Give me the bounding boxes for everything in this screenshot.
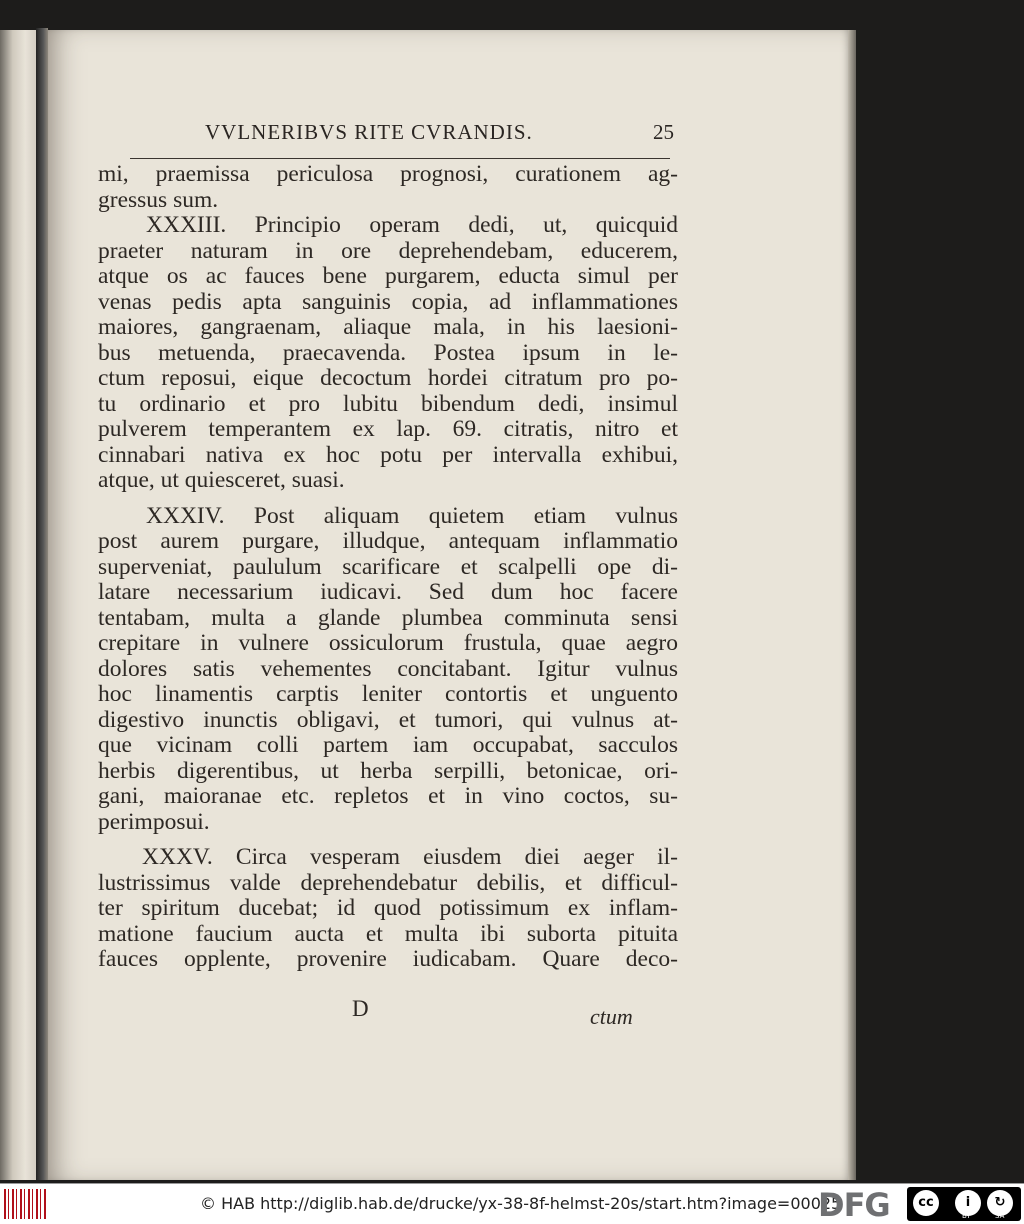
text-line: lustrissimus valde deprehendebatur debilis, et difficul- (98, 869, 678, 896)
text-line: tu ordinario et pro lubitu bibendum dedi, insimul (98, 390, 678, 417)
text-line: que vicinam colli partem iam occupabat, sacculos (98, 732, 678, 758)
text-line: XXXV. Circa vesperam eiusdem diei aeger il- (142, 844, 678, 870)
catchword: ctum (590, 1004, 633, 1029)
text-line: atque, ut quiesceret, suasi. (98, 467, 345, 493)
text-line: bus metuenda, praecavenda. Postea ipsum in le- (98, 339, 678, 366)
text-line: XXXIII. Principio operam dedi, ut, quicquid (146, 212, 678, 238)
text-line: mi, praemissa periculosa prognosi, curationem ag- (98, 161, 678, 187)
signature-mark: D (352, 996, 369, 1021)
text-line: cinnabari nativa ex hoc potu per intervalla exhibui, (98, 441, 678, 468)
left-page-edge (0, 30, 37, 1180)
text-line: XXXIV. Post aliquam quietem etiam vulnus (146, 502, 678, 529)
text-line: ter spiritum ducebat; id quod potissimum ex inflam- (98, 895, 678, 921)
header-rule (130, 158, 670, 159)
text-line: post aurem purgare, illudque, antequam inflammatio (98, 528, 678, 554)
text-line: superveniat, paululum scarificare et scalpelli ope di- (98, 553, 678, 580)
page-number: 25 (653, 120, 674, 144)
spine-shadow (36, 28, 48, 1180)
text-line: praeter naturam in ore deprehendebam, educerem, (98, 237, 678, 264)
text-line: maiores, gangraenam, aliaque mala, in his laesioni- (98, 314, 678, 340)
text-line: hoc linamentis carptis leniter contortis et unguento (98, 681, 678, 707)
text-line: atque os ac fauces bene purgarem, educta simul per (98, 263, 678, 289)
page-header (205, 90, 675, 144)
cc-license-badge[interactable] (907, 1187, 1021, 1221)
sa-label: SA (995, 1212, 1005, 1220)
text-line: fauces opplente, provenire iudicabam. Quare deco- (98, 946, 678, 972)
dfg-logo: DFG (818, 1186, 890, 1224)
text-line: digestivo inunctis obligavi, et tumori, qui vulnus at- (98, 706, 678, 733)
text-line: gressus sum. (98, 186, 219, 213)
by-label: BY (962, 1212, 971, 1220)
page-right-edge (848, 30, 856, 1180)
text-line: venas pedis apta sanguinis copia, ad inflammationes (98, 288, 678, 315)
running-head: VVLNERIBVS RITE CVRANDIS. (205, 120, 533, 144)
text-line: pulverem temperantem ex lap. 69. citratis, nitro et (98, 416, 678, 442)
body-text (98, 162, 678, 973)
text-line: herbis digerentibus, ut herba serpilli, betonicae, ori- (98, 757, 678, 784)
text-line: dolores satis vehementes concitabant. Igitur vulnus (98, 655, 678, 682)
text-line: perimposui. (98, 808, 210, 835)
barcode-icon (4, 1189, 48, 1219)
sa-icon: ↻ (987, 1190, 1013, 1216)
text-line: ctum reposui, eique decoctum hordei citratum pro po- (98, 365, 678, 391)
text-line: matione faucium aucta et multa ibi suborta pituita (98, 920, 678, 947)
attribution-link[interactable]: © HAB http://diglib.hab.de/drucke/yx-38-8f-helmst-20s/start.htm?image=00025 (200, 1194, 842, 1213)
cc-icon: cc (913, 1190, 939, 1216)
text-line: latare necessarium iudicavi. Sed dum hoc facere (98, 579, 678, 605)
text-line: tentabam, multa a glande plumbea comminuta sensi (98, 604, 678, 631)
by-icon: i (955, 1190, 981, 1216)
text-line: gani, maioranae etc. repletos et in vino coctos, su- (98, 783, 678, 809)
text-line: crepitare in vulnere ossiculorum frustula, quae aegro (98, 630, 678, 656)
viewer-footer (0, 1183, 1024, 1224)
